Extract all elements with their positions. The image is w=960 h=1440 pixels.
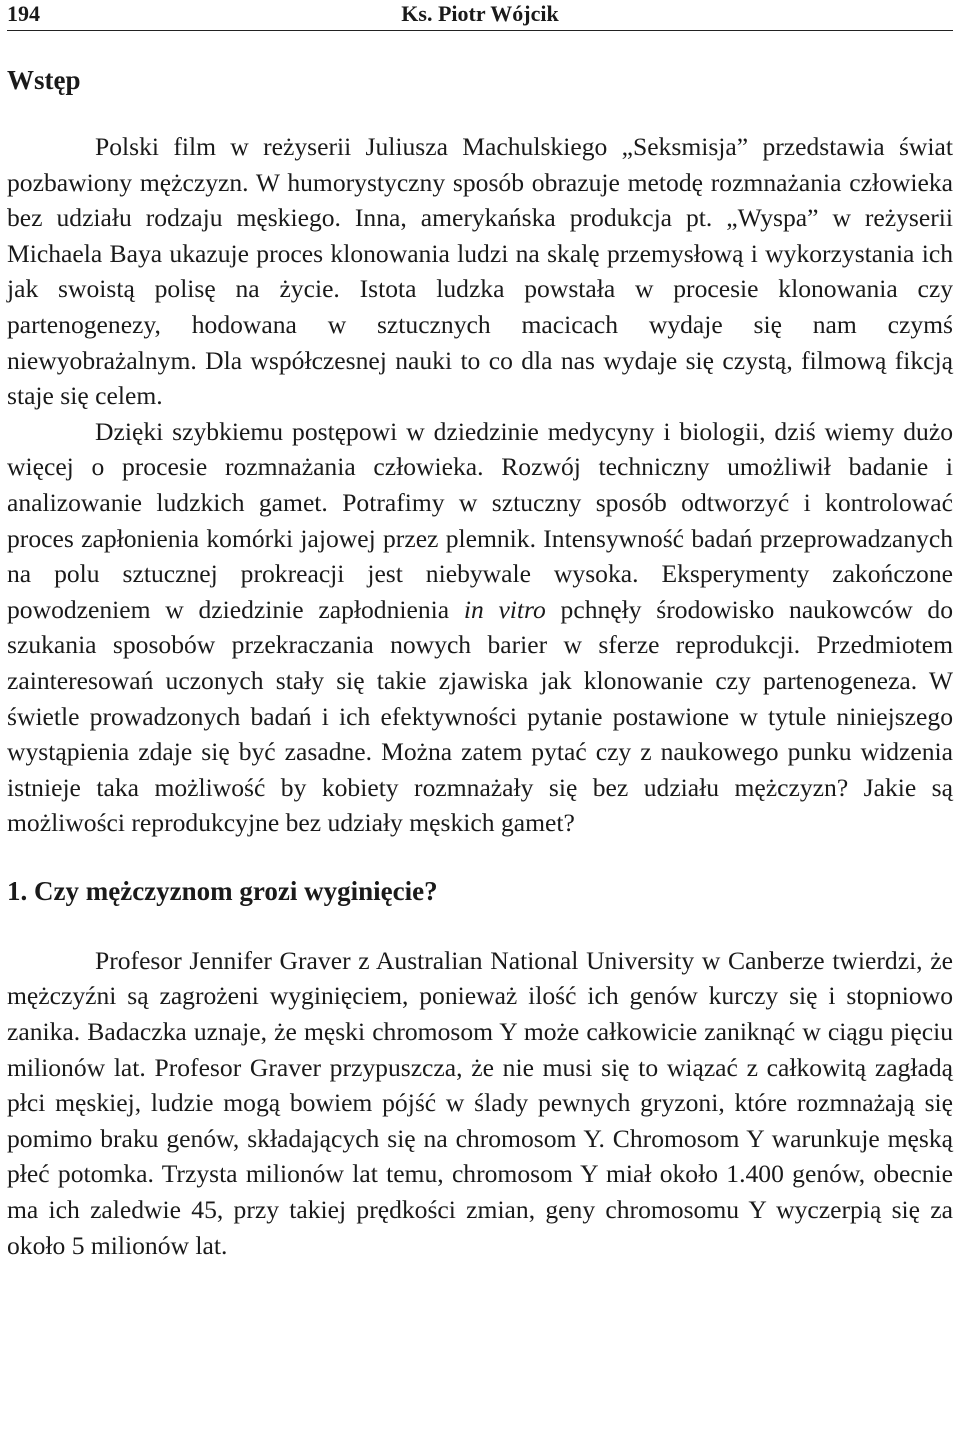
section-1-paragraph-1: Profesor Jennifer Graver z Australian National University w Canberze twierdzi, że mężczyźni są zagrożeni wyginięciem, ponieważ ilość ich genów kurczy się i stopniowo zanika. Badaczka uznaje, że męski chromosom Y może całkowicie zaniknąć w ciągu pięciu milionów lat. Profesor Graver przypuszcza, że nie musi się to wiązać z całkowitą zagładą płci męskiej, ludzie mogą bowiem pójść w ślady pewnych gryzoni, które rozmnażają się pomimo braku genów, składających się na chromosom Y. Chromosom Y warunkuje męską płeć potomka. Trzysta milionów lat temu, chromosom Y miał około 1.400 genów, obecnie ma ich zaledwie 45, przy takiej prędkości zmian, geny chromosomu Y wyczerpią się za około 5 milionów lat. xyxy=(7,945,953,1260)
text-run: Dzięki szybkiemu postępowi w dziedzinie medycyny i biologii, dziś wiemy dużo więcej o procesie rozmnażania człowieka. Rozwój techniczny umożliwił badanie i analizowanie ludzkich gamet. Potrafimy w sztuczny sposób odtworzyć i kontrolować proces zapłonienia komórki jajowej przez plemnik. Intensywność badań przeprowadzanych na polu sztucznej prokreacji jest niebywale wysoka. Eksperymenty zakończone powodzeniem w dziedzinie zapłodnienia xyxy=(7,416,953,624)
document-page xyxy=(7,0,953,1263)
italic-term: in vitro xyxy=(463,594,546,624)
page-number: 194 xyxy=(7,1,40,26)
section-1-heading: 1. Czy mężczyznom grozi wyginięcie? xyxy=(7,875,438,906)
running-header xyxy=(7,0,953,31)
spacer xyxy=(7,908,953,943)
intro-heading: Wstęp xyxy=(7,65,81,95)
intro-paragraph-2 xyxy=(7,414,953,841)
intro-paragraph-1: Polski film w reżyserii Juliusza Machulskiego „Seksmisja” przedstawia świat pozbawiony mężczyzn. W humorystyczny sposób obrazuje metodę rozmnażania człowieka bez udziału rodzaju męskiego. Inna, amerykańska produkcja pt. „Wyspa” w reżyserii Michaela Baya ukazuje proces klonowania ludzi na skalę przemysłową i wykorzystania ich jak swoistą polisę na życie. Istota ludzka powstała w procesie klonowania czy partenogenezy, hodowana w sztucznych macicach wydaje się nam czymś niewyobrażalnym. Dla współczesnej nauki to co dla nas wydaje się czystą, filmową fikcją staje się celem. xyxy=(7,132,953,411)
spacer xyxy=(7,97,953,129)
text-run: pchnęły środowisko naukowców do szukania sposobów przekraczania nowych barier w sferze reprodukcji. Przedmiotem zainteresowań uczonych stały się takie zjawiska jak klonowanie czy partenogeneza. W świetle prowadzonych badań i ich efektywności pytanie postawione w tytule niniejszego wystąpienia zdaje się być zasadne. Można zatem pytać czy z naukowego punku widzenia istnieje taka możliwość by kobiety rozmnażały się bez udziału mężczyzn? Jakie są możliwości reprodukcyjne bez udziały męskich gamet? xyxy=(7,594,953,838)
running-header-author: Ks. Piotr Wójcik xyxy=(401,1,559,26)
